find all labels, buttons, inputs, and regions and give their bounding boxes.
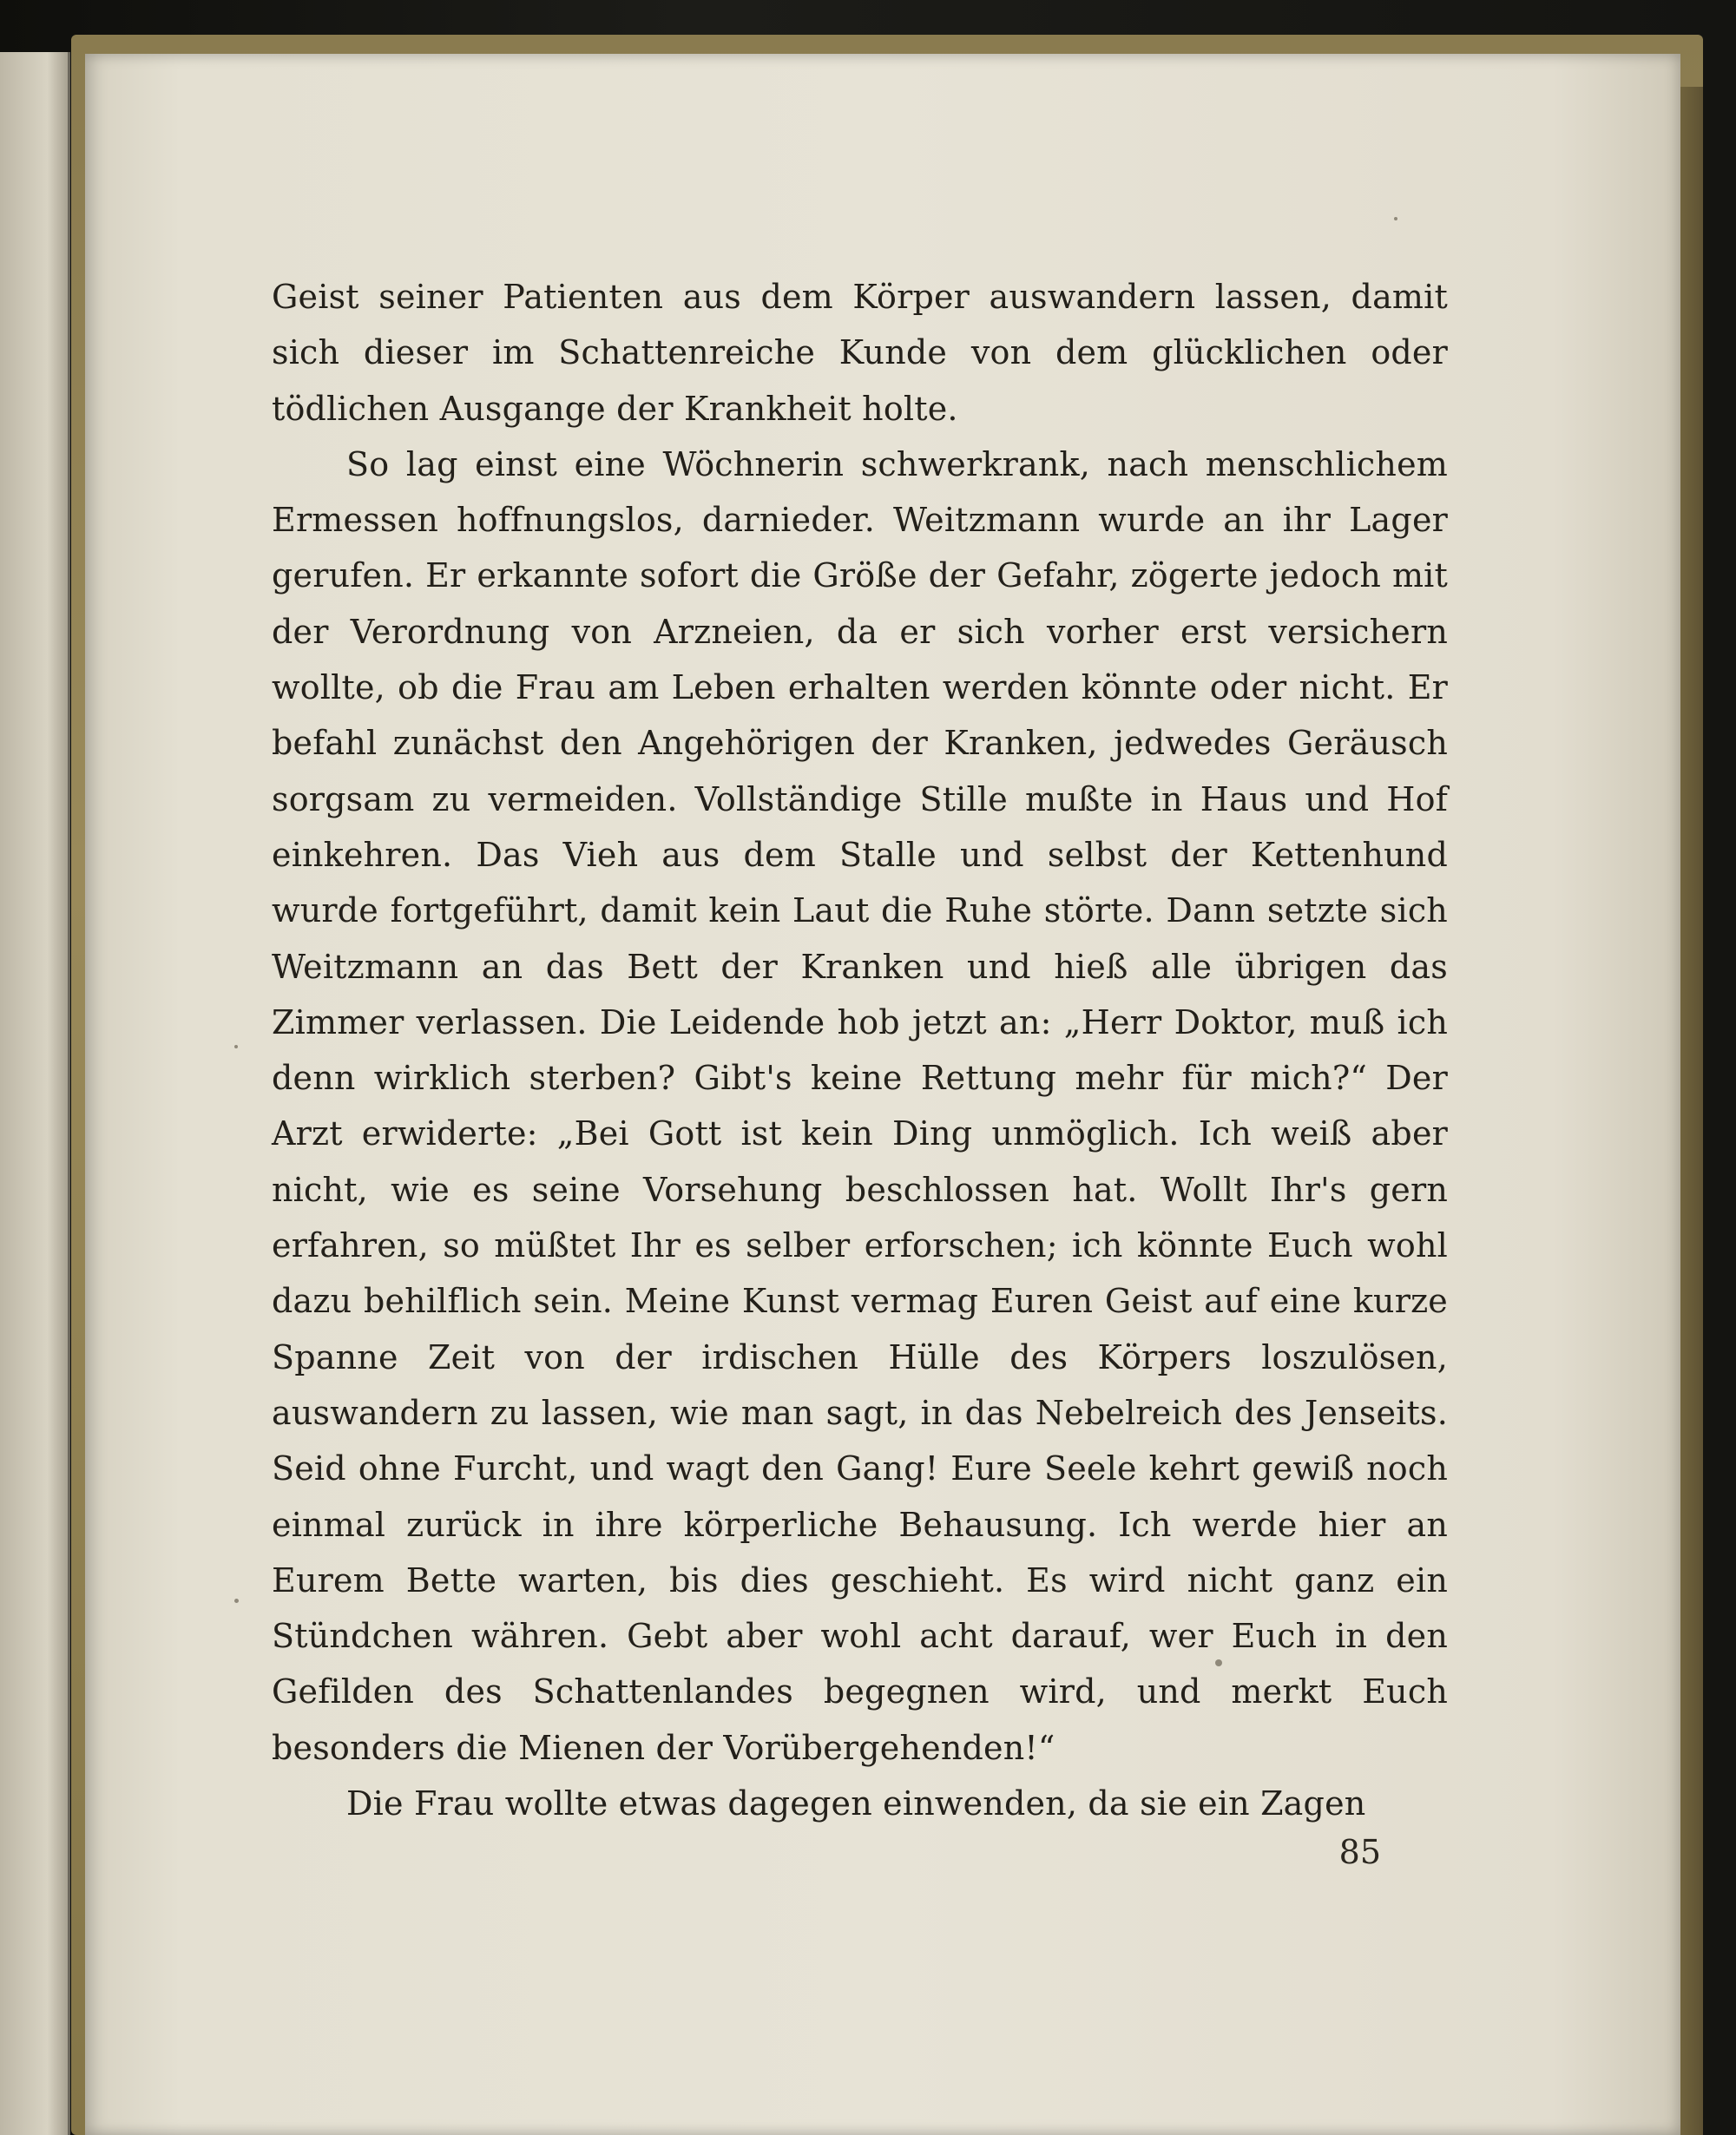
paper-speck bbox=[1394, 217, 1397, 220]
book-page bbox=[85, 54, 1680, 2135]
paper-speck bbox=[234, 1045, 238, 1048]
page-text bbox=[272, 269, 1448, 1831]
paragraph-2: So lag einst eine Wöchnerin schwerkrank, nach menschlichem Ermessen hoffnungslos, darnieder. Weitzmann wurde an ihr Lager gerufen. Er erkannte sofort die Größe der Gefahr, zögerte jedoch mit der Verordnung von Arzneien, da er sich vorher erst versichern wollte, ob die Frau am Leben erhalten werden könnte oder nicht. Er befahl zunächst den Angehörigen der Kranken, jedwedes Geräusch sorgsam zu vermeiden. Vollständige Stille mußte in Haus und Hof einkehren. Das Vieh aus dem Stalle und selbst der Kettenhund wurde fortgeführt, damit kein Laut die Ruhe störte. Dann setzte sich Weitzmann an das Bett der Kranken und hieß alle übrigen das Zimmer verlassen. Die Leidende hob jetzt an: „Herr Doktor, muß ich denn wirklich sterben? Gibt's keine Rettung mehr für mich?“ Der Arzt erwiderte: „Bei Gott ist kein Ding unmöglich. Ich weiß aber nicht, wie es seine Vorsehung beschlossen hat. Wollt Ihr's gern erfahren, so müßtet Ihr es selber erforschen; ich könnte Euch wohl dazu behilflich sein. Meine Kunst vermag Euren Geist auf eine kurze Spanne Zeit von der irdischen Hülle des Körpers loszulösen, auswandern zu lassen, wie man sagt, in das Nebelreich des Jenseits. Seid ohne Furcht, und wagt den Gang! Eure Seele kehrt gewiß noch einmal zurück in ihre körperliche Behausung. Ich werde hier an Eurem Bette warten, bis dies geschieht. Es wird nicht ganz ein Stündchen währen. Gebt aber wohl acht darauf, wer Euch in den Gefilden des Schattenlandes begegnen wird, und merkt Euch besonders die Mienen der Vorübergehenden!“ bbox=[272, 444, 1448, 1767]
facing-page-edge bbox=[0, 52, 70, 2135]
paragraph-3: Die Frau wollte etwas dagegen einwenden, da sie ein Zagen bbox=[346, 1784, 1366, 1823]
paragraph-1: Geist seiner Patienten aus dem Körper auswandern lassen, damit sich dieser im Schattenreiche Kunde von dem glücklichen oder tödlichen Ausgange der Krankheit holte. bbox=[272, 278, 1448, 428]
paper-speck bbox=[1215, 1659, 1222, 1666]
paper-speck bbox=[234, 1599, 239, 1603]
page-number: 85 bbox=[1338, 1833, 1381, 1871]
